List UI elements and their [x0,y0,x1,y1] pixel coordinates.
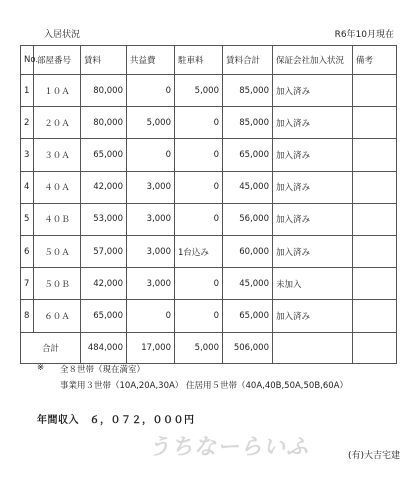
cell-total: 65,000 [223,139,273,171]
cell-common-fee: 3,000 [127,235,175,267]
cell-guarantee: 加入済み [273,107,353,139]
col-header-note: 備考 [353,46,397,75]
cell-rent: 53,000 [81,203,127,235]
cell-note [353,300,397,332]
cell-guarantee: 加入済み [273,300,353,332]
total-rent: 484,000 [81,332,127,363]
col-header-common-fee: 共益費 [127,46,175,75]
cell-common-fee: 0 [127,300,175,332]
cell-parking: 0 [175,139,223,171]
cell-room: ２０Ａ [34,107,81,139]
cell-rent: 57,000 [81,235,127,267]
cell-common-fee: 3,000 [127,268,175,300]
cell-guarantee: 加入済み [273,75,353,107]
table-row [21,235,397,267]
cell-parking: 0 [175,203,223,235]
col-header-parking: 駐車料 [175,46,223,75]
totals-empty-note [353,332,397,363]
totals-empty-guarantee [273,332,353,363]
cell-room: ５０Ａ [34,235,81,267]
cell-parking: 1台込み [175,235,223,267]
cell-common-fee: 3,000 [127,203,175,235]
cell-no: 8 [21,300,34,332]
table-row [21,171,397,203]
occupancy-table [20,45,397,364]
cell-common-fee: 0 [127,139,175,171]
col-header-guarantee: 保証会社加入状況 [273,46,353,75]
cell-note [353,235,397,267]
annual-income: 年間収入 ６，０７２，０００円 [37,415,195,426]
table-row [21,203,397,235]
cell-room: ４０Ｂ [34,203,81,235]
cell-no: 5 [21,203,34,235]
cell-parking: 5,000 [175,75,223,107]
cell-common-fee: 5,000 [127,107,175,139]
cell-rent: 65,000 [81,300,127,332]
cell-note [353,171,397,203]
col-header-total: 賃料合計 [223,46,273,75]
cell-room: １０Ａ [34,75,81,107]
cell-no: 1 [21,75,34,107]
cell-note [353,139,397,171]
note-mark: ※ [37,363,45,373]
cell-room: ６０Ａ [34,300,81,332]
cell-parking: 0 [175,300,223,332]
cell-note [353,107,397,139]
cell-guarantee: 加入済み [273,171,353,203]
total-common-fee: 17,000 [127,332,175,363]
watermark-logo: うちなーらいふ [148,435,310,460]
cell-no: 7 [21,268,34,300]
page-title: 入居状況 [44,30,81,40]
cell-total: 45,000 [223,268,273,300]
cell-rent: 80,000 [81,75,127,107]
cell-no: 6 [21,235,34,267]
table-row [21,107,397,139]
cell-total: 65,000 [223,300,273,332]
note-breakdown: 事業用３世帯（10A,20A,30A） 住居用５世帯（40A,40B,50A,50B,60A） [60,381,348,391]
cell-rent: 80,000 [81,107,127,139]
totals-row [21,332,397,363]
cell-note [353,203,397,235]
cell-no: 4 [21,171,34,203]
cell-no: 3 [21,139,34,171]
table-row [21,268,397,300]
note-occupancy: 全８世帯（現在満室） [60,365,146,375]
table-row [21,75,397,107]
cell-parking: 0 [175,107,223,139]
total-parking: 5,000 [175,332,223,363]
cell-rent: 65,000 [81,139,127,171]
col-header-room: 部屋番号 [34,46,81,75]
cell-rent: 42,000 [81,171,127,203]
cell-room: ３０Ａ [34,139,81,171]
cell-note [353,75,397,107]
total-rent-sum: 506,000 [223,332,273,363]
cell-guarantee: 加入済み [273,203,353,235]
cell-parking: 0 [175,171,223,203]
cell-total: 85,000 [223,107,273,139]
table-header-row [21,46,397,75]
col-header-rent: 賃料 [81,46,127,75]
cell-guarantee: 加入済み [273,235,353,267]
company-name: (有)大吉宅建 [347,451,400,461]
cell-total: 56,000 [223,203,273,235]
cell-common-fee: 3,000 [127,171,175,203]
totals-label: 合計 [21,332,81,363]
cell-guarantee: 未加入 [273,268,353,300]
cell-rent: 42,000 [81,268,127,300]
cell-parking: 0 [175,268,223,300]
cell-note [353,268,397,300]
cell-total: 85,000 [223,75,273,107]
table-row [21,300,397,332]
table-row [21,139,397,171]
cell-no: 2 [21,107,34,139]
as-of-date: R6年10月現在 [334,30,394,40]
cell-room: ４０Ａ [34,171,81,203]
cell-total: 60,000 [223,235,273,267]
cell-room: ５０Ｂ [34,268,81,300]
col-header-no: No. [21,46,34,75]
cell-common-fee: 0 [127,75,175,107]
cell-total: 45,000 [223,171,273,203]
cell-guarantee: 加入済み [273,139,353,171]
